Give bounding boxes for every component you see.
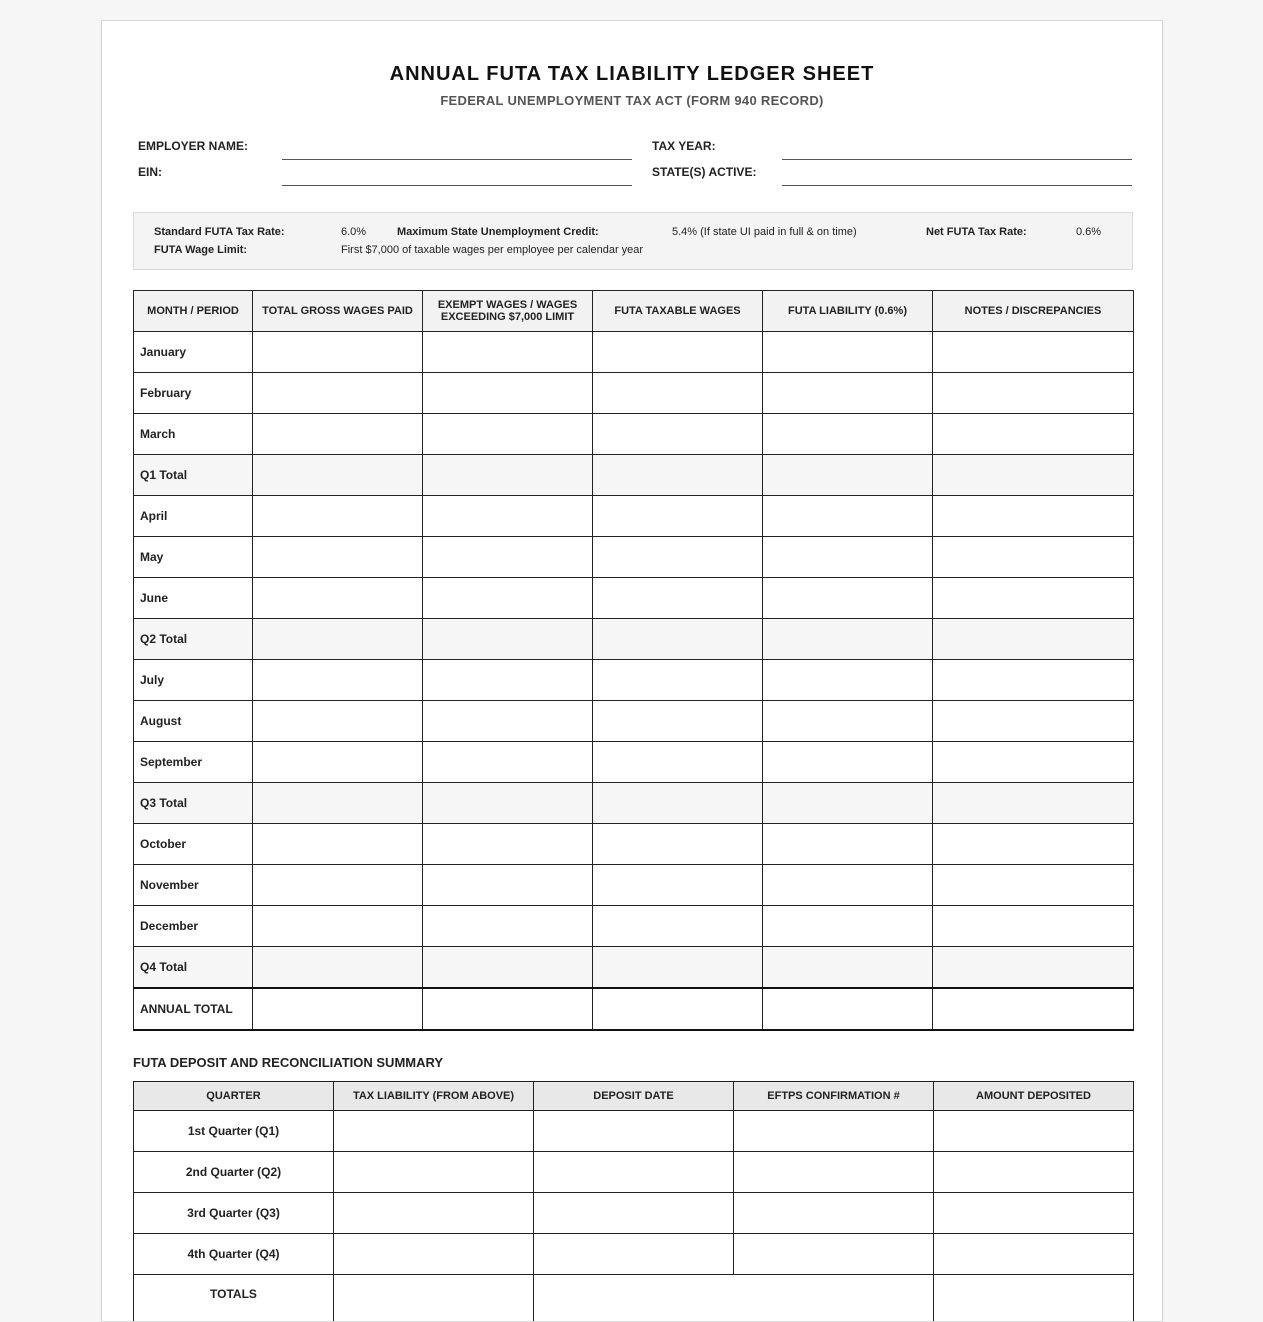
notes-cell[interactable] [933,496,1134,537]
annual-total-label: ANNUAL TOTAL [134,988,253,1030]
col-header-tax-liability: TAX LIABILITY (FROM ABOVE) [334,1082,534,1111]
ledger-sheet [101,20,1163,1322]
tax-liability-cell[interactable] [334,1111,534,1152]
month-row [134,414,1134,455]
net-rate-label: Net FUTA Tax Rate: [926,226,1027,238]
summary-title: FUTA DEPOSIT AND RECONCILIATION SUMMARY [133,1055,443,1070]
quarter-label: 4th Quarter (Q4) [134,1234,334,1275]
annual-exempt-wages-cell[interactable] [423,988,593,1030]
quarter-label: 2nd Quarter (Q2) [134,1152,334,1193]
futa-liability-cell[interactable] [763,578,933,619]
exempt-wages-cell[interactable] [423,824,593,865]
taxable-wages-cell[interactable] [593,332,763,373]
quarter-label: 3rd Quarter (Q3) [134,1193,334,1234]
month-row [134,865,1134,906]
taxable-wages-cell[interactable] [593,496,763,537]
tax-liability-cell[interactable] [334,1193,534,1234]
quarter-total-row [134,783,1134,824]
standard-rate-label: Standard FUTA Tax Rate: [154,226,285,238]
states-active-label: STATE(S) ACTIVE: [652,165,756,179]
gross-wages-cell[interactable] [253,701,423,742]
notes-cell[interactable] [933,455,1134,496]
annual-taxable-wages-cell[interactable] [593,988,763,1030]
exempt-wages-cell[interactable] [423,414,593,455]
futa-liability-cell[interactable] [763,783,933,824]
month-row [134,660,1134,701]
futa-liability-cell[interactable] [763,414,933,455]
deposit-date-cell[interactable] [534,1111,734,1152]
notes-cell[interactable] [933,332,1134,373]
futa-liability-cell[interactable] [763,906,933,947]
gross-wages-cell[interactable] [253,619,423,660]
summary-quarter-row [134,1193,1134,1234]
summary-header-row [134,1082,1134,1111]
wage-limit-value: First $7,000 of taxable wages per employee per calendar year [341,244,643,256]
annual-total-row [134,988,1134,1030]
net-rate-value: 0.6% [1076,226,1101,238]
taxable-wages-cell[interactable] [593,455,763,496]
col-header-futa-liability: FUTA LIABILITY (0.6%) [763,291,933,332]
ledger-table [133,290,1134,1031]
gross-wages-cell[interactable] [253,455,423,496]
notes-cell[interactable] [933,701,1134,742]
futa-liability-cell[interactable] [763,824,933,865]
quarter-total-row [134,455,1134,496]
taxable-wages-cell[interactable] [593,742,763,783]
col-header-quarter: QUARTER [134,1082,334,1111]
gross-wages-cell[interactable] [253,783,423,824]
totals-amount-deposited-cell[interactable] [934,1275,1134,1322]
exempt-wages-cell[interactable] [423,455,593,496]
summary-quarter-row [134,1111,1134,1152]
tax-year-field[interactable] [782,159,1132,160]
max-credit-label: Maximum State Unemployment Credit: [397,226,599,238]
gross-wages-cell[interactable] [253,332,423,373]
month-row [134,373,1134,414]
futa-liability-cell[interactable] [763,373,933,414]
period-label: Q4 Total [134,947,253,989]
annual-futa-liability-cell[interactable] [763,988,933,1030]
period-label: October [134,824,253,865]
tax-liability-cell[interactable] [334,1234,534,1275]
eftps-confirmation-cell[interactable] [734,1193,934,1234]
deposit-date-cell[interactable] [534,1152,734,1193]
period-label: July [134,660,253,701]
futa-liability-cell[interactable] [763,742,933,783]
page-subtitle: FEDERAL UNEMPLOYMENT TAX ACT (FORM 940 RECORD) [102,93,1162,108]
employer-name-label: EMPLOYER NAME: [138,139,248,153]
futa-liability-cell[interactable] [763,332,933,373]
summary-quarter-row [134,1152,1134,1193]
notes-cell[interactable] [933,619,1134,660]
notes-cell[interactable] [933,824,1134,865]
taxable-wages-cell[interactable] [593,660,763,701]
exempt-wages-cell[interactable] [423,865,593,906]
quarter-total-row [134,947,1134,989]
gross-wages-cell[interactable] [253,414,423,455]
max-credit-value: 5.4% (If state UI paid in full & on time) [672,226,857,238]
month-row [134,578,1134,619]
exempt-wages-cell[interactable] [423,660,593,701]
month-row [134,332,1134,373]
taxable-wages-cell[interactable] [593,701,763,742]
exempt-wages-cell[interactable] [423,578,593,619]
eftps-confirmation-cell[interactable] [734,1152,934,1193]
amount-deposited-cell[interactable] [934,1234,1134,1275]
exempt-wages-cell[interactable] [423,619,593,660]
notes-cell[interactable] [933,537,1134,578]
totals-tax-liability-cell[interactable] [334,1275,534,1322]
col-header-eftps-confirmation: EFTPS CONFIRMATION # [734,1082,934,1111]
notes-cell[interactable] [933,660,1134,701]
tax-liability-cell[interactable] [334,1152,534,1193]
gross-wages-cell[interactable] [253,496,423,537]
notes-cell[interactable] [933,414,1134,455]
period-label: Q1 Total [134,455,253,496]
summary-table [133,1081,1134,1322]
col-header-month: MONTH / PERIOD [134,291,253,332]
exempt-wages-cell[interactable] [423,947,593,989]
taxable-wages-cell[interactable] [593,578,763,619]
deposit-date-cell[interactable] [534,1193,734,1234]
month-row [134,537,1134,578]
gross-wages-cell[interactable] [253,865,423,906]
futa-liability-cell[interactable] [763,947,933,989]
notes-cell[interactable] [933,783,1134,824]
exempt-wages-cell[interactable] [423,332,593,373]
taxable-wages-cell[interactable] [593,373,763,414]
tax-year-label: TAX YEAR: [652,139,716,153]
exempt-wages-cell[interactable] [423,537,593,578]
period-label: November [134,865,253,906]
col-header-deposit-date: DEPOSIT DATE [534,1082,734,1111]
futa-liability-cell[interactable] [763,660,933,701]
taxable-wages-cell[interactable] [593,865,763,906]
gross-wages-cell[interactable] [253,578,423,619]
exempt-wages-cell[interactable] [423,783,593,824]
notes-cell[interactable] [933,373,1134,414]
notes-cell[interactable] [933,906,1134,947]
gross-wages-cell[interactable] [253,373,423,414]
totals-label: TOTALS [134,1275,334,1322]
standard-rate-value: 6.0% [341,226,366,238]
annual-gross-wages-cell[interactable] [253,988,423,1030]
futa-liability-cell[interactable] [763,496,933,537]
exempt-wages-cell[interactable] [423,701,593,742]
exempt-wages-cell[interactable] [423,496,593,537]
period-label: December [134,906,253,947]
gross-wages-cell[interactable] [253,947,423,989]
taxable-wages-cell[interactable] [593,947,763,989]
period-label: September [134,742,253,783]
taxable-wages-cell[interactable] [593,619,763,660]
taxable-wages-cell[interactable] [593,537,763,578]
notes-cell[interactable] [933,578,1134,619]
period-label: January [134,332,253,373]
ein-label: EIN: [138,165,162,179]
col-header-exempt-wages: EXEMPT WAGES / WAGES EXCEEDING $7,000 LIMIT [423,291,593,332]
futa-liability-cell[interactable] [763,619,933,660]
quarter-label: 1st Quarter (Q1) [134,1111,334,1152]
futa-liability-cell[interactable] [763,701,933,742]
taxable-wages-cell[interactable] [593,783,763,824]
futa-liability-cell[interactable] [763,865,933,906]
month-row [134,496,1134,537]
amount-deposited-cell[interactable] [934,1152,1134,1193]
summary-totals-row [134,1275,1134,1322]
gross-wages-cell[interactable] [253,742,423,783]
ledger-header-row [134,291,1134,332]
notes-cell[interactable] [933,865,1134,906]
month-row [134,701,1134,742]
taxable-wages-cell[interactable] [593,414,763,455]
taxable-wages-cell[interactable] [593,906,763,947]
month-row [134,824,1134,865]
exempt-wages-cell[interactable] [423,906,593,947]
summary-quarter-row [134,1234,1134,1275]
deposit-date-cell[interactable] [534,1234,734,1275]
amount-deposited-cell[interactable] [934,1111,1134,1152]
month-row [134,906,1134,947]
period-label: April [134,496,253,537]
gross-wages-cell[interactable] [253,537,423,578]
exempt-wages-cell[interactable] [423,373,593,414]
futa-liability-cell[interactable] [763,455,933,496]
quarter-total-row [134,619,1134,660]
wage-limit-label: FUTA Wage Limit: [154,244,247,256]
employer-name-field[interactable] [282,159,632,160]
eftps-confirmation-cell[interactable] [734,1111,934,1152]
ein-field[interactable] [282,185,632,186]
notes-cell[interactable] [933,742,1134,783]
period-label: June [134,578,253,619]
annual-notes-cell[interactable] [933,988,1134,1030]
taxable-wages-cell[interactable] [593,824,763,865]
col-header-notes: NOTES / DISCREPANCIES [933,291,1134,332]
period-label: March [134,414,253,455]
totals-blank-cell [534,1275,934,1322]
period-label: August [134,701,253,742]
exempt-wages-cell[interactable] [423,742,593,783]
col-header-taxable-wages: FUTA TAXABLE WAGES [593,291,763,332]
col-header-gross-wages: TOTAL GROSS WAGES PAID [253,291,423,332]
amount-deposited-cell[interactable] [934,1193,1134,1234]
rate-info-box [133,212,1133,270]
period-label: Q3 Total [134,783,253,824]
states-active-field[interactable] [782,185,1132,186]
futa-liability-cell[interactable] [763,537,933,578]
col-header-amount-deposited: AMOUNT DEPOSITED [934,1082,1134,1111]
period-label: February [134,373,253,414]
month-row [134,742,1134,783]
period-label: Q2 Total [134,619,253,660]
notes-cell[interactable] [933,947,1134,989]
eftps-confirmation-cell[interactable] [734,1234,934,1275]
page-title: ANNUAL FUTA TAX LIABILITY LEDGER SHEET [102,63,1162,86]
gross-wages-cell[interactable] [253,824,423,865]
period-label: May [134,537,253,578]
gross-wages-cell[interactable] [253,906,423,947]
gross-wages-cell[interactable] [253,660,423,701]
